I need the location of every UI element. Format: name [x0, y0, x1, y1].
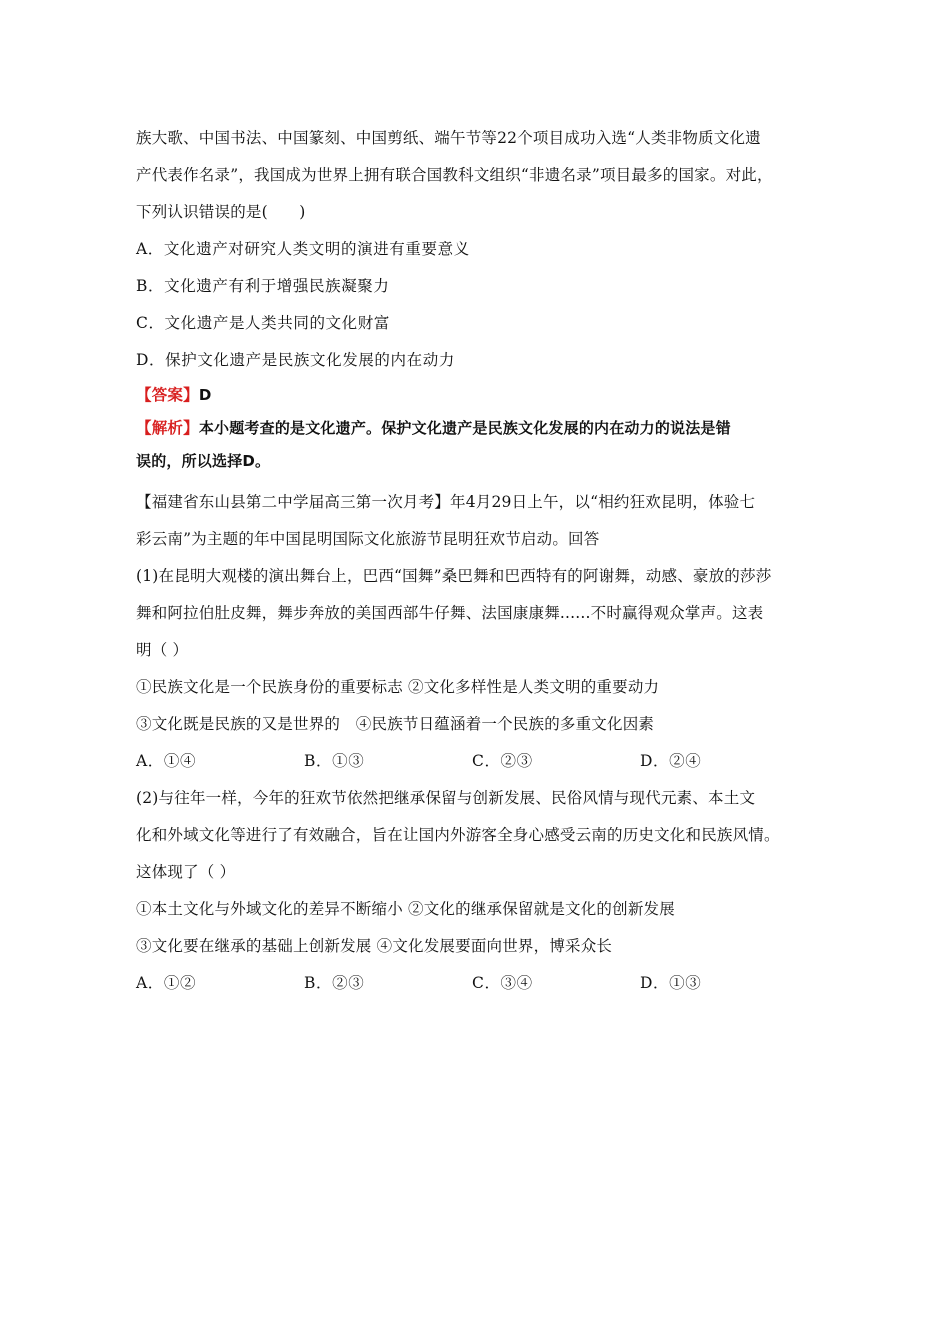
- analysis-tag: 【解析】: [136, 419, 199, 437]
- sub-question-1-statement-1: ①民族文化是一个民族身份的重要标志 ②文化多样性是人类文明的重要动力: [136, 678, 660, 696]
- analysis-text-2: 误的，所以选择D。: [136, 452, 271, 470]
- sub-question-1-choices: [136, 743, 826, 780]
- sub-question-2-choice-c: C．③④: [472, 974, 533, 992]
- sub-question-2-choice-b: B．②③: [304, 974, 365, 992]
- analysis-line-2: [136, 445, 826, 478]
- sub-question-2-choice-d: D．①③: [640, 974, 702, 992]
- answer-line: [136, 379, 826, 412]
- sub-question-1-stem-line-3: 明（ ）: [136, 641, 189, 659]
- sub-question-2-stem-line-3: 这体现了（ ）: [136, 863, 236, 881]
- question-2-intro-line-2: 彩云南”为主题的年中国昆明国际文化旅游节昆明狂欢节启动。回答: [136, 530, 600, 548]
- analysis-text-1: 本小题考查的是文化遗产。保护文化遗产是民族文化发展的内在动力的说法是错: [198, 419, 731, 437]
- sub-question-1-stem-line-1: (1)在昆明大观楼的演出舞台上，巴西“国舞”桑巴舞和巴西特有的阿谢舞，动感、豪放的莎莎: [136, 567, 772, 585]
- sub-question-2-choices: [136, 965, 826, 1002]
- question-1-option-b: B．文化遗产有利于增强民族凝聚力: [136, 277, 390, 295]
- question-1: [136, 120, 826, 478]
- sub-question-1-choice-a: A．①④: [136, 752, 197, 770]
- sub-question-1-choice-c: C．②③: [472, 752, 533, 770]
- answer-tag: 【答案】: [136, 386, 199, 404]
- question-1-stem-line-3: 下列认识错误的是( ): [136, 203, 306, 221]
- sub-question-2-statement-1: ①本土文化与外域文化的差异不断缩小 ②文化的继承保留就是文化的创新发展: [136, 900, 675, 918]
- sub-question-2-stem-line-2: 化和外域文化等进行了有效融合，旨在让国内外游客全身心感受云南的历史文化和民族风情。: [136, 826, 780, 844]
- document-body: [136, 120, 826, 1002]
- answer-value: D: [198, 386, 212, 404]
- sub-question-1-statement-2: ③文化既是民族的又是世界的 ④民族节日蕴涵着一个民族的多重文化因素: [136, 715, 655, 733]
- question-1-option-c: C．文化遗产是人类共同的文化财富: [136, 314, 390, 332]
- sub-question-2-stem-line-1: (2)与往年一样，今年的狂欢节依然把继承保留与创新发展、民俗风情与现代元素、本土文: [136, 789, 756, 807]
- question-1-stem-line-2: 产代表作名录”，我国成为世界上拥有联合国教科文组织“非遗名录”项目最多的国家。对此，: [136, 166, 773, 184]
- sub-question-1-choice-d: D．②④: [640, 752, 702, 770]
- question-1-stem-line-1: 族大歌、中国书法、中国篆刻、中国剪纸、端午节等22个项目成功入选“人类非物质文化遗: [136, 129, 761, 147]
- sub-question-1-stem-line-2: 舞和阿拉伯肚皮舞，舞步奔放的美国西部牛仔舞、法国康康舞......不时赢得观众掌声。这表: [136, 604, 764, 622]
- question-2-intro-line-1: 【福建省东山县第二中学届高三第一次月考】年4月29日上午，以“相约狂欢昆明，体验七: [136, 493, 756, 511]
- sub-question-2-statement-2: ③文化要在继承的基础上创新发展 ④文化发展要面向世界，博采众长: [136, 937, 613, 955]
- sub-question-1-choice-b: B．①③: [304, 752, 365, 770]
- question-2: [136, 484, 826, 1002]
- question-1-option-d: D．保护文化遗产是民族文化发展的内在动力: [136, 351, 455, 369]
- analysis-line-1: [136, 412, 826, 445]
- sub-question-2-choice-a: A．①②: [136, 974, 197, 992]
- question-1-option-a: A．文化遗产对研究人类文明的演进有重要意义: [136, 240, 470, 258]
